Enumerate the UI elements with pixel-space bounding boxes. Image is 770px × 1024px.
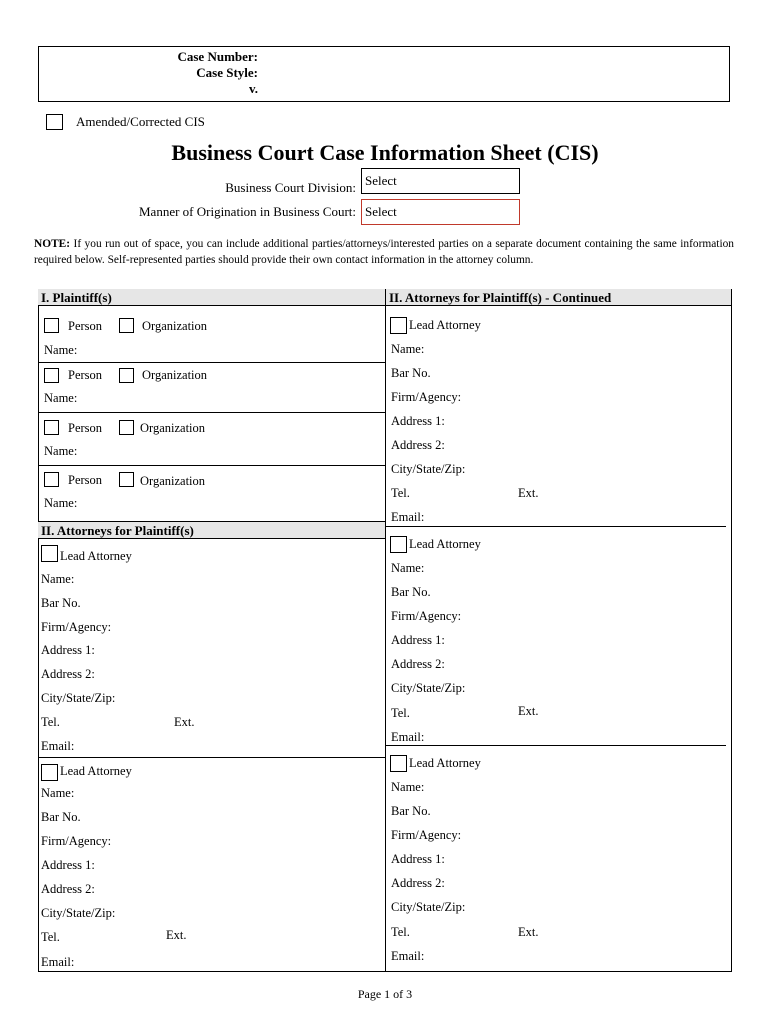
tel-label: Tel.	[391, 486, 410, 500]
organization-label: Organization	[140, 421, 206, 435]
lead-attorney-checkbox[interactable]	[41, 764, 58, 781]
row-divider	[38, 412, 385, 413]
division-label: Business Court Division:	[225, 180, 356, 195]
attorney-name-label: Name:	[391, 561, 425, 575]
row-divider	[38, 362, 385, 363]
tel-label: Tel.	[41, 930, 60, 944]
plaintiff-name-label: Name:	[44, 343, 78, 357]
page-title: Business Court Case Information Sheet (CIS)	[171, 140, 599, 165]
plaintiff-name-label: Name:	[44, 391, 78, 405]
ext-label: Ext.	[174, 715, 195, 729]
address2-label: Address 2:	[41, 667, 95, 681]
attorney-name-label: Name:	[391, 780, 425, 794]
email-label: Email:	[41, 739, 75, 753]
lead-attorney-label: Lead Attorney	[60, 764, 132, 778]
firm-agency-label: Firm/Agency:	[391, 390, 462, 404]
lead-attorney-label: Lead Attorney	[409, 756, 481, 770]
organization-checkbox[interactable]	[119, 368, 134, 383]
origination-select[interactable]: Select	[361, 199, 520, 225]
case-style-label: Case Style:	[196, 65, 258, 80]
plaintiff-name-label: Name:	[44, 496, 78, 510]
firm-agency-label: Firm/Agency:	[391, 828, 462, 842]
note-paragraph	[34, 236, 734, 268]
attorney-name-label: Name:	[391, 342, 425, 356]
city-state-zip-label: City/State/Zip:	[391, 462, 466, 476]
email-label: Email:	[391, 949, 425, 963]
tel-label: Tel.	[41, 715, 60, 729]
organization-checkbox[interactable]	[119, 318, 134, 333]
bar-number-label: Bar No.	[391, 366, 431, 380]
address1-label: Address 1:	[41, 643, 95, 657]
plaintiffs-header: I. Plaintiff(s)	[38, 289, 385, 306]
lead-attorney-label: Lead Attorney	[409, 318, 481, 332]
person-label: Person	[68, 319, 103, 333]
city-state-zip-label: City/State/Zip:	[391, 900, 466, 914]
lead-attorney-label: Lead Attorney	[409, 537, 481, 551]
person-label: Person	[68, 473, 103, 487]
address2-label: Address 2:	[41, 882, 95, 896]
row-divider	[38, 757, 385, 758]
organization-checkbox[interactable]	[119, 472, 134, 487]
city-state-zip-label: City/State/Zip:	[41, 691, 116, 705]
organization-label: Organization	[140, 474, 206, 488]
origination-label: Manner of Origination in Business Court:	[138, 204, 356, 219]
row-divider	[386, 526, 726, 527]
division-select[interactable]: Select	[361, 168, 520, 194]
person-checkbox[interactable]	[44, 368, 59, 383]
firm-agency-label: Firm/Agency:	[41, 620, 112, 634]
person-checkbox[interactable]	[44, 420, 59, 435]
email-label: Email:	[391, 730, 425, 744]
lead-attorney-checkbox[interactable]	[390, 317, 407, 334]
tel-label: Tel.	[391, 925, 410, 939]
ext-label: Ext.	[166, 928, 187, 942]
amended-checkbox[interactable]	[46, 114, 63, 130]
address2-label: Address 2:	[391, 438, 445, 452]
page-footer: Page 1 of 3	[357, 987, 413, 1001]
attorneys-header: II. Attorneys for Plaintiff(s)	[38, 521, 385, 539]
email-label: Email:	[391, 510, 425, 524]
tel-label: Tel.	[391, 706, 410, 720]
organization-label: Organization	[142, 319, 208, 333]
address1-label: Address 1:	[391, 852, 445, 866]
bar-number-label: Bar No.	[391, 804, 431, 818]
note-bold: NOTE:	[34, 238, 71, 250]
lead-attorney-checkbox[interactable]	[390, 536, 407, 553]
address2-label: Address 2:	[391, 876, 445, 890]
bar-number-label: Bar No.	[41, 810, 81, 824]
lead-attorney-checkbox[interactable]	[390, 755, 407, 772]
case-number-label: Case Number:	[177, 49, 258, 64]
person-label: Person	[68, 368, 103, 382]
attorney-name-label: Name:	[41, 786, 75, 800]
column-divider	[385, 289, 386, 972]
address1-label: Address 1:	[391, 414, 445, 428]
organization-checkbox[interactable]	[119, 420, 134, 435]
versus-label: v.	[248, 81, 258, 96]
email-label: Email:	[41, 955, 75, 969]
ext-label: Ext.	[518, 704, 539, 718]
person-checkbox[interactable]	[44, 472, 59, 487]
lead-attorney-checkbox[interactable]	[41, 545, 58, 562]
organization-label: Organization	[142, 368, 208, 382]
attorneys-continued-header: II. Attorneys for Plaintiff(s) - Continued	[386, 289, 731, 306]
address2-label: Address 2:	[391, 657, 445, 671]
city-state-zip-label: City/State/Zip:	[41, 906, 116, 920]
ext-label: Ext.	[518, 925, 539, 939]
bar-number-label: Bar No.	[391, 585, 431, 599]
person-label: Person	[68, 421, 103, 435]
lead-attorney-label: Lead Attorney	[60, 549, 132, 563]
firm-agency-label: Firm/Agency:	[41, 834, 112, 848]
person-checkbox[interactable]	[44, 318, 59, 333]
row-divider	[38, 465, 385, 466]
ext-label: Ext.	[518, 486, 539, 500]
city-state-zip-label: City/State/Zip:	[391, 681, 466, 695]
bar-number-label: Bar No.	[41, 596, 81, 610]
address1-label: Address 1:	[41, 858, 95, 872]
plaintiff-name-label: Name:	[44, 444, 78, 458]
case-info-box	[38, 46, 730, 102]
amended-label: Amended/Corrected CIS	[76, 114, 205, 129]
firm-agency-label: Firm/Agency:	[391, 609, 462, 623]
case-labels	[39, 49, 258, 97]
attorney-name-label: Name:	[41, 572, 75, 586]
note-text: If you run out of space, you can include additional parties/attorneys/interested parties on a separate document containing the same information required below. Self-represented parties should provide their own contact information in the attorney column.	[34, 238, 734, 266]
row-divider	[386, 745, 726, 746]
address1-label: Address 1:	[391, 633, 445, 647]
